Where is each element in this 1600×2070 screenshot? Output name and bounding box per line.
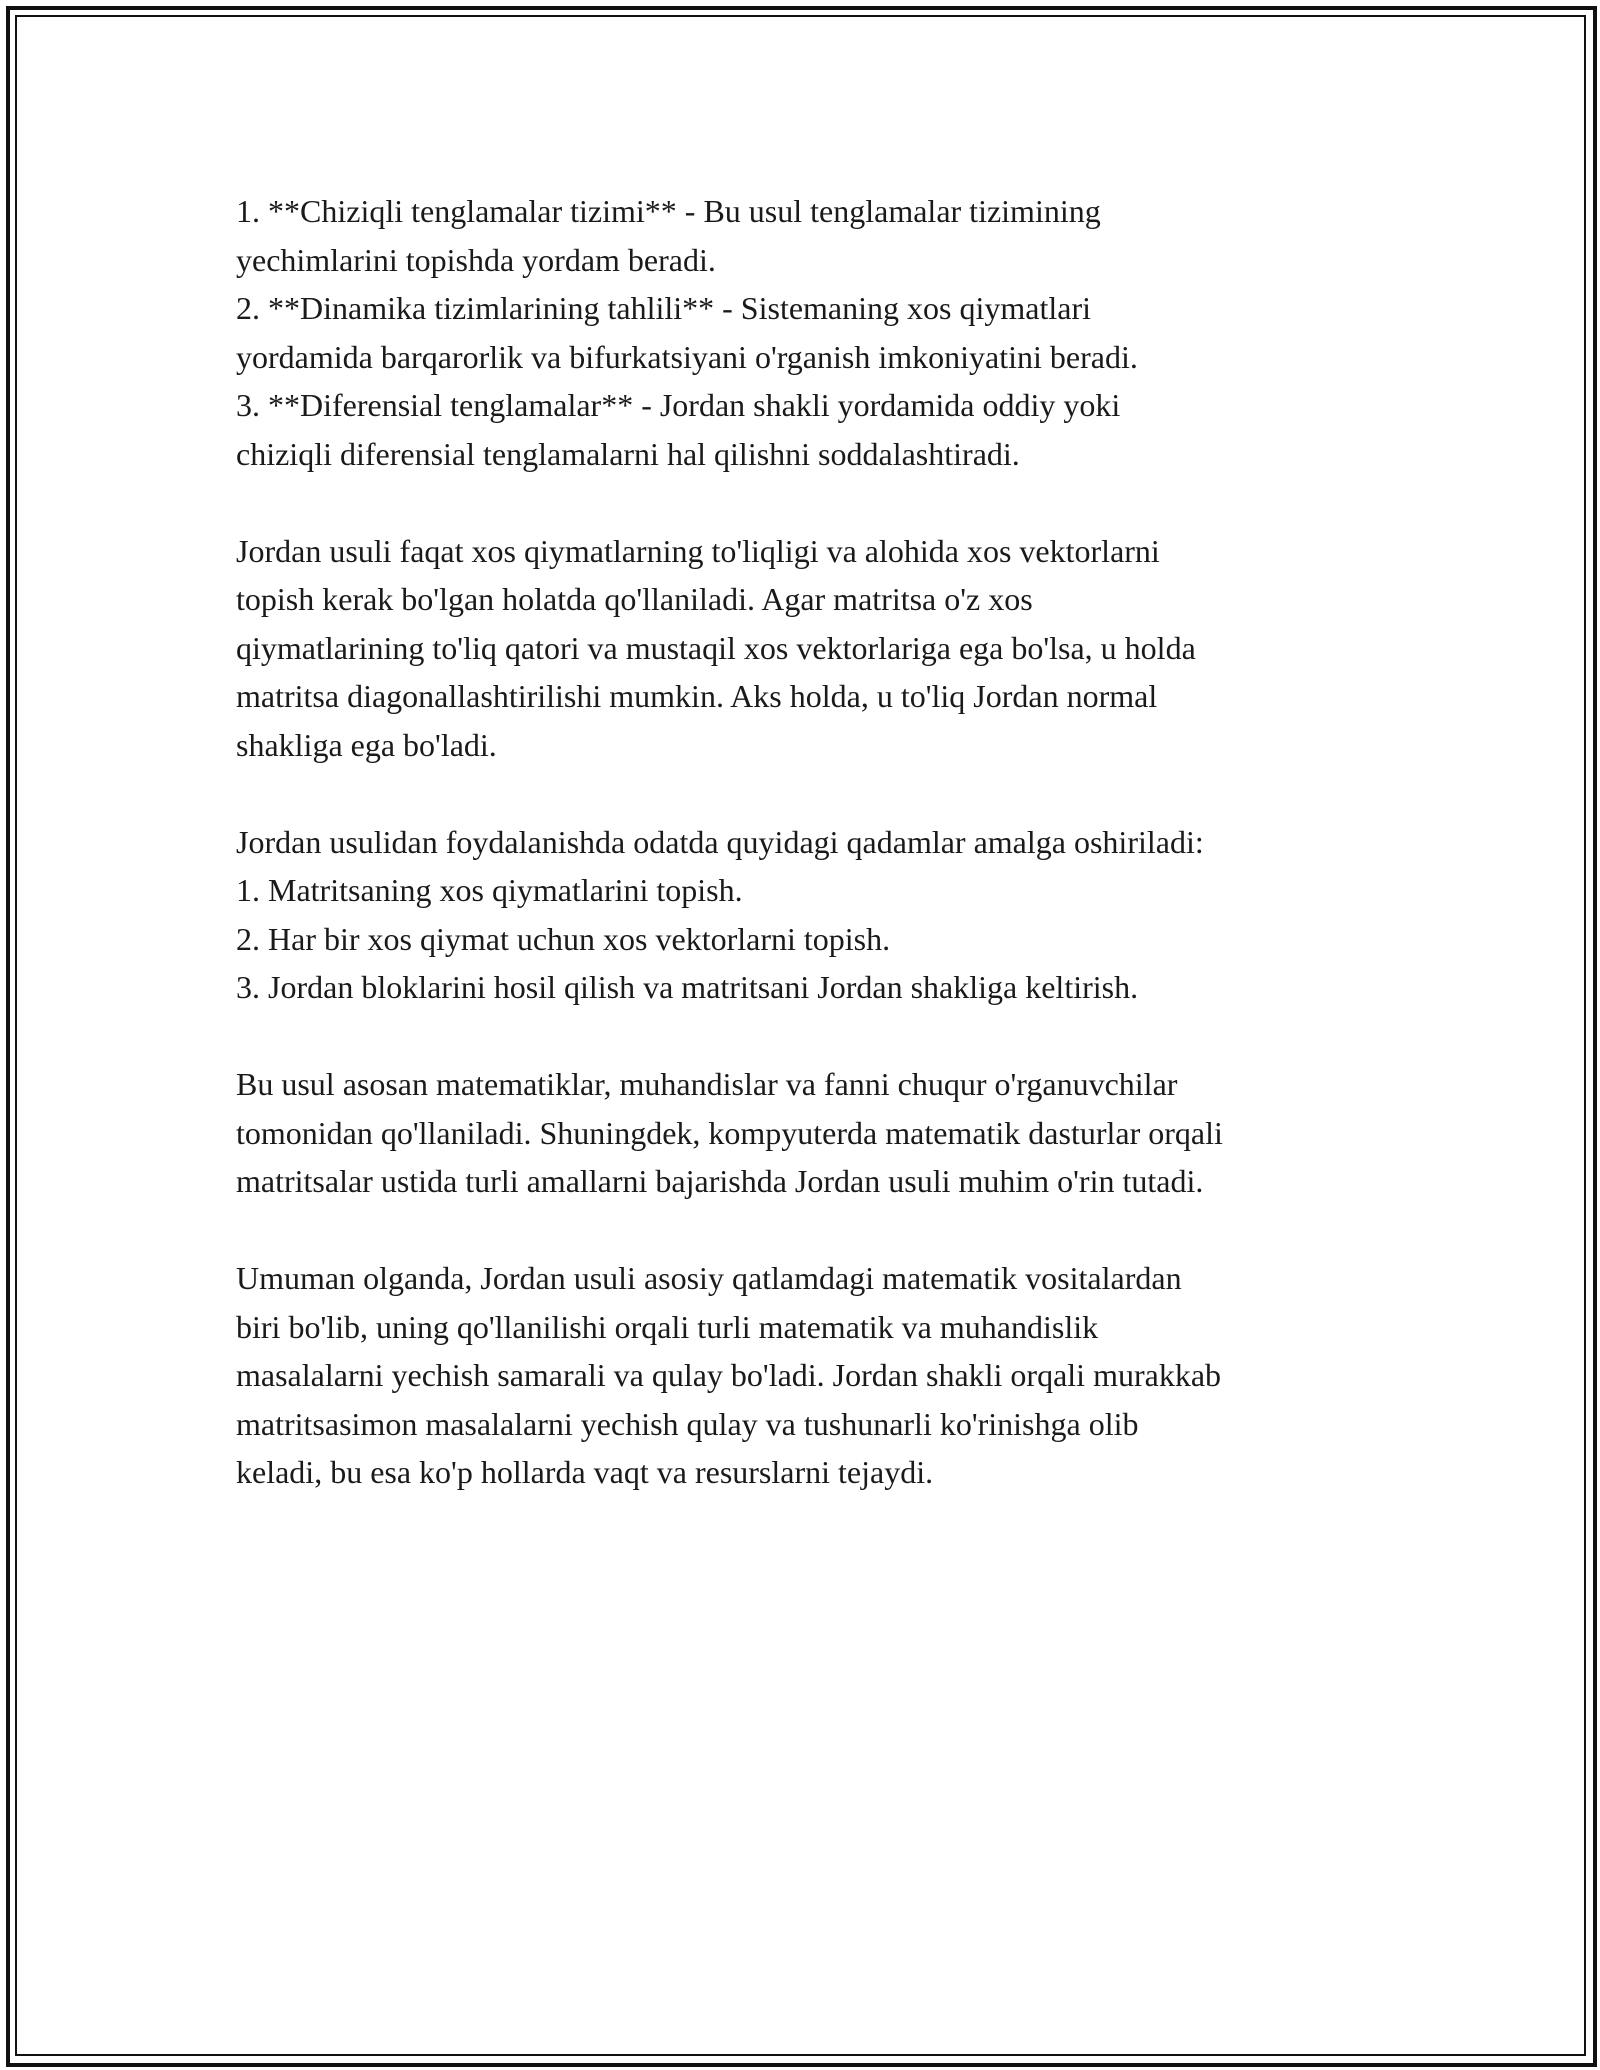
text-line: 3. **Diferensial tenglamalar** - Jordan shakli yordamida oddiy yoki	[236, 387, 1121, 423]
text-line: 2. **Dinamika tizimlarining tahlili** - Sistemaning xos qiymatlari	[236, 290, 1091, 326]
paragraph-jordan-conditions	[236, 527, 1396, 770]
document-body	[236, 187, 1396, 1545]
text-line: keladi, bu esa ko'p hollarda vaqt va resurslarni tejaydi.	[236, 1454, 934, 1490]
text-line: 3. Jordan bloklarini hosil qilish va matritsani Jordan shakliga keltirish.	[236, 969, 1139, 1005]
text-line: masalalarni yechish samarali va qulay bo'ladi. Jordan shakli orqali murakkab	[236, 1357, 1222, 1393]
text-line: Jordan usulidan foydalanishda odatda quyidagi qadamlar amalga oshiriladi:	[236, 823, 1204, 860]
text-line: Bu usul asosan matematiklar, muhandislar va fanni chuqur o'rganuvchilar	[236, 1066, 1178, 1102]
text-line: qiymatlarining to'liq qatori va mustaqil xos vektorlariga ega bo'lsa, u holda	[236, 629, 1196, 666]
text-line: yechimlarini topishda yordam beradi.	[236, 241, 716, 278]
paragraph-conclusion	[236, 1254, 1396, 1497]
text-line: chiziqli diferensial tenglamalarni hal qilishni soddalashtiradi.	[236, 435, 1020, 472]
text-line: topish kerak bo'lgan holatda qo'llaniladi. Agar matritsa o'z xos	[236, 581, 1033, 617]
text-line: tomonidan qo'llaniladi. Shuningdek, kompyuterda matematik dasturlar orqali	[236, 1114, 1223, 1151]
paragraph-users	[236, 1060, 1396, 1206]
text-line: yordamida barqarorlik va bifurkatsiyani o'rganish imkoniyatini beradi.	[236, 338, 1138, 375]
paragraph-applications-list	[236, 187, 1396, 478]
text-line: matritsasimon masalalarni yechish qulay va tushunarli ko'rinishga olib	[236, 1405, 1139, 1442]
text-line: biri bo'lib, uning qo'llanilishi orqali turli matematik va muhandislik	[236, 1308, 1099, 1345]
text-line: 1. Matritsaning xos qiymatlarini topish.	[236, 872, 743, 908]
text-line: Umuman olganda, Jordan usuli asosiy qatlamdagi matematik vositalardan	[236, 1260, 1182, 1296]
text-line: shakliga ega bo'ladi.	[236, 726, 497, 763]
text-line: matritsalar ustida turli amallarni bajarishda Jordan usuli muhim o'rin tutadi.	[236, 1163, 1204, 1199]
text-line: 1. **Chiziqli tenglamalar tizimi** - Bu usul tenglamalar tizimining	[236, 193, 1101, 229]
text-line: matritsa diagonallashtirilishi mumkin. Aks holda, u to'liq Jordan normal	[236, 678, 1158, 714]
text-line: Jordan usuli faqat xos qiymatlarning to'liqligi va alohida xos vektorlarni	[236, 532, 1160, 569]
paragraph-steps-list	[236, 818, 1396, 1012]
text-line: 2. Har bir xos qiymat uchun xos vektorlarni topish.	[236, 920, 891, 957]
